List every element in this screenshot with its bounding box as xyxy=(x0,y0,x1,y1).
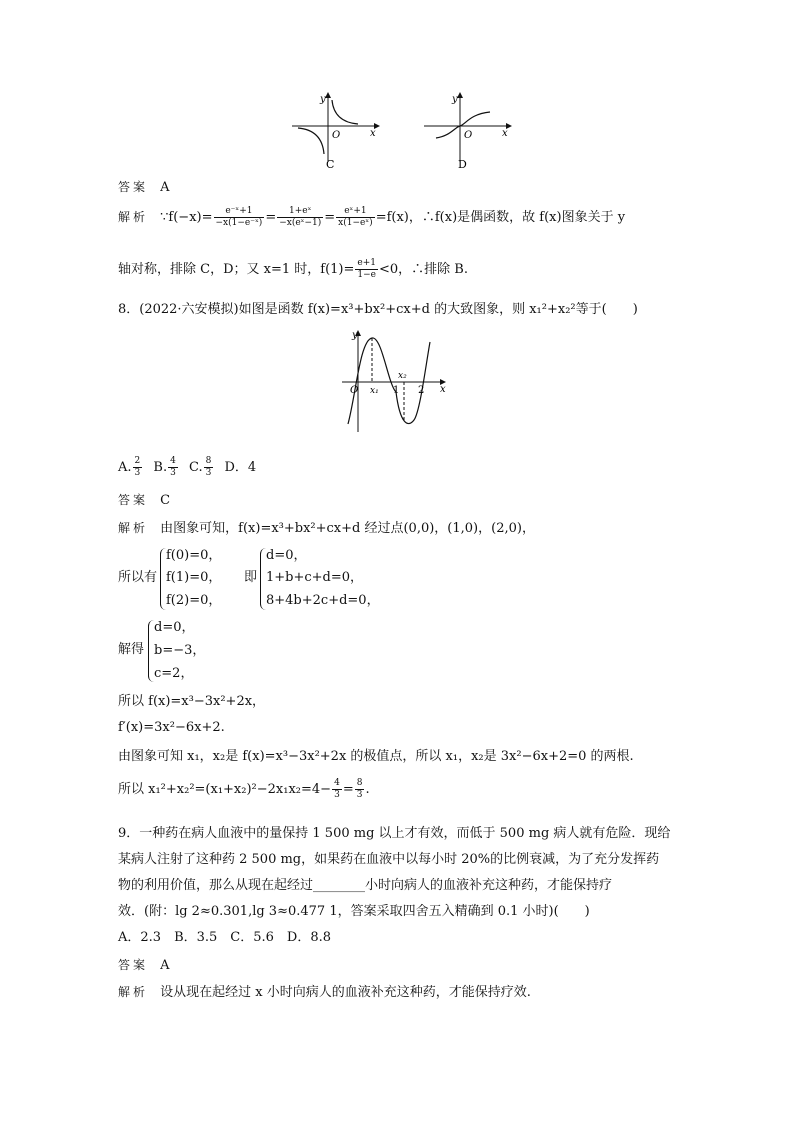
q7-line2-pre: 轴对称，排除 C，D；又 x=1 时，f(1)= xyxy=(118,262,355,277)
q7-line2-post: <0，∴排除 B. xyxy=(378,262,468,277)
q8-sys1-row1: f(0)=0， xyxy=(166,548,222,563)
q9-line3: 物的利用价值，那么从现在起经过________小时向病人的血液补充这种药，才能保持疗 xyxy=(118,878,613,893)
q8-option-a-letter: A. xyxy=(118,460,132,475)
q8-sys3-row1: d=0， xyxy=(154,620,195,635)
graph-c-y-label: y xyxy=(320,94,326,105)
q7-frac2 xyxy=(277,206,323,229)
q9-options: A．2.3 B．3.5 C．5.6 D．8.8 xyxy=(118,930,332,945)
q8-sys1-row2: f(1)=0， xyxy=(166,570,222,585)
q8-options xyxy=(118,456,256,479)
q8-graph-tick2: 2 xyxy=(418,385,425,396)
q8-answer-value: C xyxy=(160,493,171,508)
graph-c-x-label: x xyxy=(370,128,376,139)
q8-final-den2: 3 xyxy=(356,790,363,800)
q8-option-c-num: 8 xyxy=(205,456,212,466)
q8-graph-x-label: x xyxy=(440,384,446,395)
q7-frac4-num: e+1 xyxy=(357,258,376,268)
q8-sys3-row3: c=2， xyxy=(154,666,194,681)
q8-answer xyxy=(118,492,170,509)
q8-final-frac2 xyxy=(355,778,365,801)
q7-frac1-den: −x(1−e⁻ˣ) xyxy=(215,218,263,228)
q8-option-d: D．4 xyxy=(224,460,257,475)
q8-line-roots: 由图象可知 x₁，x₂是 f(x)=x³−3x²+2x 的极值点，所以 x₁，x₂是 3x²−6x+2=0 的两根. xyxy=(118,749,634,764)
q7-frac3-num: eˣ+1 xyxy=(336,206,375,218)
q8-analysis-line1 xyxy=(118,520,535,537)
q8-analysis-label: 解析 xyxy=(118,521,149,535)
q8-sys2-row2: 1+b+c+d=0， xyxy=(266,570,364,585)
q8-stem: 8．(2022·六安模拟)如图是函数 f(x)=x³+bx²+cx+d 的大致图象，则 x₁²+x₂²等于( ) xyxy=(118,302,638,317)
q9-answer xyxy=(118,957,170,974)
q7-answer xyxy=(118,179,170,196)
q7-line1-post: =f(x)，∴f(x)是偶函数，故 f(x)图象关于 y xyxy=(375,210,626,225)
q8-line-fx: 所以 f(x)=x³−3x²+2x， xyxy=(118,694,266,709)
q8-sys3-row2: b=−3， xyxy=(154,643,206,658)
q8-option-b-frac xyxy=(168,456,178,479)
q7-frac4-den: 1−e xyxy=(357,270,376,280)
q9-answer-value: A xyxy=(160,958,170,973)
graph-c xyxy=(288,88,388,172)
q8-option-c-frac xyxy=(204,456,214,479)
q8-final-eq: = xyxy=(342,782,354,797)
q8-option-c-letter: C. xyxy=(188,460,203,475)
q7-analysis-line1: 解析 ∵f(−x)= $\frac{\text{e⁻ˣ+1}}{\text{−x(1−e⁻ˣ)}}$ = $\frac{\text{1+eˣ}}{\text{−x(eˣ−1)}}$ = $\frac{\text{eˣ+1}}{\text{x(1−eˣ)}}$ =f(x)，∴f(x)是偶函数，故 f(x)图象关于 y xyxy=(118,206,626,228)
q8-graph-x2-label: x₂ xyxy=(398,371,407,381)
q8-final-line xyxy=(118,778,370,801)
q8-option-c-den: 3 xyxy=(205,468,212,478)
graph-d-label: D xyxy=(458,158,467,171)
q8-sys2-row1: d=0， xyxy=(266,548,307,563)
graph-d-y-label: y xyxy=(452,94,458,105)
q7-answer-label: 答案 xyxy=(118,180,149,194)
q7-frac1 xyxy=(214,206,265,229)
q8-answer-label: 答案 xyxy=(118,493,149,507)
q7-frac2-num: 1+eˣ xyxy=(277,206,323,218)
q8-option-a-den: 3 xyxy=(134,468,141,478)
q8-graph-tick1: 1 xyxy=(393,385,400,396)
q7-frac2-den: −x(eˣ−1) xyxy=(279,218,322,228)
q8-line1: 由图象可知，f(x)=x³+bx²+cx+d 经过点(0,0)，(1,0)，(2,0)， xyxy=(160,521,535,536)
q7-frac3-den: x(1−eˣ) xyxy=(338,218,373,228)
graph-c-label: C xyxy=(326,158,335,171)
q9-line1: 9．一种药在病人血液中的量保持 1 500 mg 以上才有效，而低于 500 mg 病人就有危险．现给 xyxy=(118,826,671,841)
q8-graph-x1-label: x₁ xyxy=(370,386,379,396)
graph-d-origin: O xyxy=(464,130,473,141)
q8-option-b-letter: B. xyxy=(153,460,168,475)
q8-sys2-row3: 8+4b+2c+d=0， xyxy=(266,593,380,608)
q9-analysis-text: 设从现在起经过 x 小时向病人的血液补充这种药，才能保持疗效. xyxy=(160,985,531,1000)
graph-c-origin: O xyxy=(332,130,341,141)
q9-line2: 某病人注射了这种药 2 500 mg，如果药在血液中以每小时 20%的比例衰减，为了充分发挥药 xyxy=(118,852,660,867)
q8-final-pre: 所以 x₁²+x₂²=(x₁+x₂)²−2x₁x₂=4− xyxy=(118,782,332,797)
q9-analysis xyxy=(118,984,531,1001)
q7-line1-pre: ∵f(−x)= xyxy=(160,210,213,225)
q7-frac1-num: e⁻ˣ+1 xyxy=(214,206,265,218)
q7-analysis-label: 解析 xyxy=(118,210,149,224)
q8-option-b-den: 3 xyxy=(170,468,176,478)
q9-line4: 效．(附：lg 2≈0.301,lg 3≈0.477 1，答案采取四舍五入精确到 0.1 小时)( ) xyxy=(118,904,590,919)
q7-frac4 xyxy=(355,258,378,281)
q8-sys1-row3: f(2)=0， xyxy=(166,593,222,608)
q8-graph-y-label: y xyxy=(352,330,358,341)
graph-d xyxy=(420,88,520,172)
q8-option-a-num: 2 xyxy=(134,456,141,466)
q8-final-num2: 8 xyxy=(356,778,363,788)
q8-graph-origin: O xyxy=(350,385,359,396)
q8-line-dfx: f′(x)=3x²−6x+2. xyxy=(118,720,225,735)
q8-final-den1: 3 xyxy=(334,790,340,800)
q7-frac3 xyxy=(336,206,375,229)
q8-final-frac1 xyxy=(332,778,342,801)
q8-option-a-frac xyxy=(133,456,143,479)
q7-analysis-line2 xyxy=(118,258,468,281)
q8-final-num1: 4 xyxy=(334,778,340,788)
q8-final-post: . xyxy=(365,782,370,797)
q8-graph xyxy=(336,324,456,436)
q7-answer-value: A xyxy=(160,180,170,195)
q8-solve: 解得 xyxy=(118,642,145,657)
q8-so-have: 所以有 xyxy=(118,570,158,585)
q8-ie: 即 xyxy=(244,570,258,585)
q8-option-b-num: 4 xyxy=(170,456,176,466)
q9-analysis-label: 解析 xyxy=(118,985,149,999)
q9-answer-label: 答案 xyxy=(118,958,149,972)
graph-d-x-label: x xyxy=(502,128,508,139)
